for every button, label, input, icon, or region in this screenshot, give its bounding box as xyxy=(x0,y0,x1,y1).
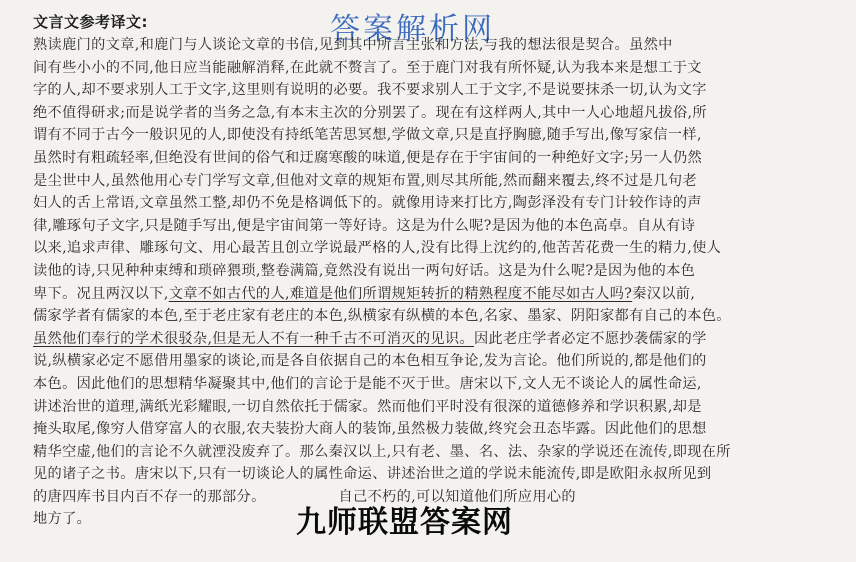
text-line: 地方了。 xyxy=(33,511,92,528)
text-line: 虽然时有粗疏轻率,但绝没有世间的俗气和迂腐寒酸的味道,便是存在于宇宙间的一种绝好文字;另一人仍然 xyxy=(33,149,703,166)
text-line: 以来,追求声律、雕琢句文、用心最苦且创立学说最严格的人,没有比得上沈约的,他苦苦花费一生的精力,使人 xyxy=(33,240,722,257)
text-line xyxy=(33,283,833,306)
watermark-top: 答案解析网 xyxy=(330,12,495,47)
text-line: 掩头取尾,像穷人借穿富人的衣服,农夫装扮大商人的装饰,虽然极力装做,终究会丑态毕露。因此他们的思想 xyxy=(33,421,707,438)
text-line: 儒家学者有儒家的本色,至于老庄家有老庄的本色,纵横家有纵横的本色,名家、墨家、阴阳家都有自己的本色。 xyxy=(33,308,731,325)
text-line: 熟读鹿门的文章,和鹿门与人谈论文章的书信,见到其中所言主张和方法,与我的想法很是契合。虽然中 xyxy=(33,37,673,53)
text-line: 字的人,却不要求别人工于文字,这里则有说明的必要。我不要求别人工于文字,不是说要抹杀一切,认为文字 xyxy=(33,82,707,99)
text-segment: 秦汉以前, xyxy=(632,285,696,302)
text-line: 律,雕琢句子文字,只是随手写出,便是宇宙间第一等好诗。这是为什么呢?是因为他的本色高卓。自从有诗 xyxy=(33,217,696,234)
underlined-sentence: 虽然他们奉行的学术很驳杂,但是无人不有一种千古不可消灭的见识。 xyxy=(33,330,474,347)
text-line: 精华空虚,他们的言论不久就湮没废弃了。那么秦汉以上,只有老、墨、名、法、杂家的学说还在流传,即现在所 xyxy=(33,443,731,460)
text-line: 本色。因此他们的思想精华凝聚其中,他们的言论于是能不灭于世。唐宋以下,文人无不谈论人的属性命运, xyxy=(33,375,702,392)
text-line: 绝不值得研求;而是说学者的当务之急,有本末主次的分别罢了。现在有这样两人,其中一人心地超凡拔俗,所 xyxy=(33,104,707,121)
text-line: 妇人的舌上常语,文章虽然工整,却仍不免是格调低下的。就像用诗来打比方,陶彭泽没有专门计较作诗的声 xyxy=(33,195,702,212)
translation-body xyxy=(33,34,833,531)
text-line: 是尘世中人,虽然他用心专门学写文章,但他对文章的规矩布置,则尽其所能,然而翻来覆去,终不过是几句老 xyxy=(33,172,697,189)
text-line xyxy=(33,328,833,351)
text-line: 的唐四库书目内百不存一的那部分。 自己不朽的,可以知道他们所应用心的 xyxy=(33,488,576,505)
text-segment: 因此老庄学者必定不愿抄袭儒家的学 xyxy=(474,330,707,347)
text-line: 谓有不同于古今一般识见的人,即使没有持纸笔苦思冥想,学做文章,只是直抒胸臆,随手写出,像写家信一样, xyxy=(33,127,702,144)
section-heading: 文言文参考译文: xyxy=(33,13,148,31)
text-line: 说,纵横家必定不愿借用墨家的谈论,而是各自依据自己的本色相互争论,发为言论。他们所说的,都是他们的 xyxy=(33,353,707,370)
underlined-sentence: 文章不如古代的人,难道是他们所谓规矩转折的精熟程度不能尽如古人吗? xyxy=(168,285,633,302)
text-line: 间有些小小的不同,他日应当能融解消释,在此就不赘言了。至于鹿门对我有所怀疑,认为我本来是想工于文 xyxy=(33,59,702,76)
text-line: 讲述治世的道理,满纸光彩耀眼,一切自然依托于儒家。然而他们平时没有很深的道德修养和学识积累,却是 xyxy=(33,398,702,415)
watermark-bottom: 九师联盟答案网 xyxy=(296,505,513,540)
text-line: 读他的诗,只见种种束缚和琐碎猥琐,整卷满篇,竟然没有说出一两句好话。这是为什么呢?是因为他的本色 xyxy=(33,262,696,279)
text-segment: 卑下。况且两汉以下, xyxy=(33,285,169,302)
text-line: 见的诸子之书。唐宋以下,只有一切谈论人的属性命运、讲述治世之道的学说未能流传,即是欧阳永叔所见到 xyxy=(33,466,712,483)
